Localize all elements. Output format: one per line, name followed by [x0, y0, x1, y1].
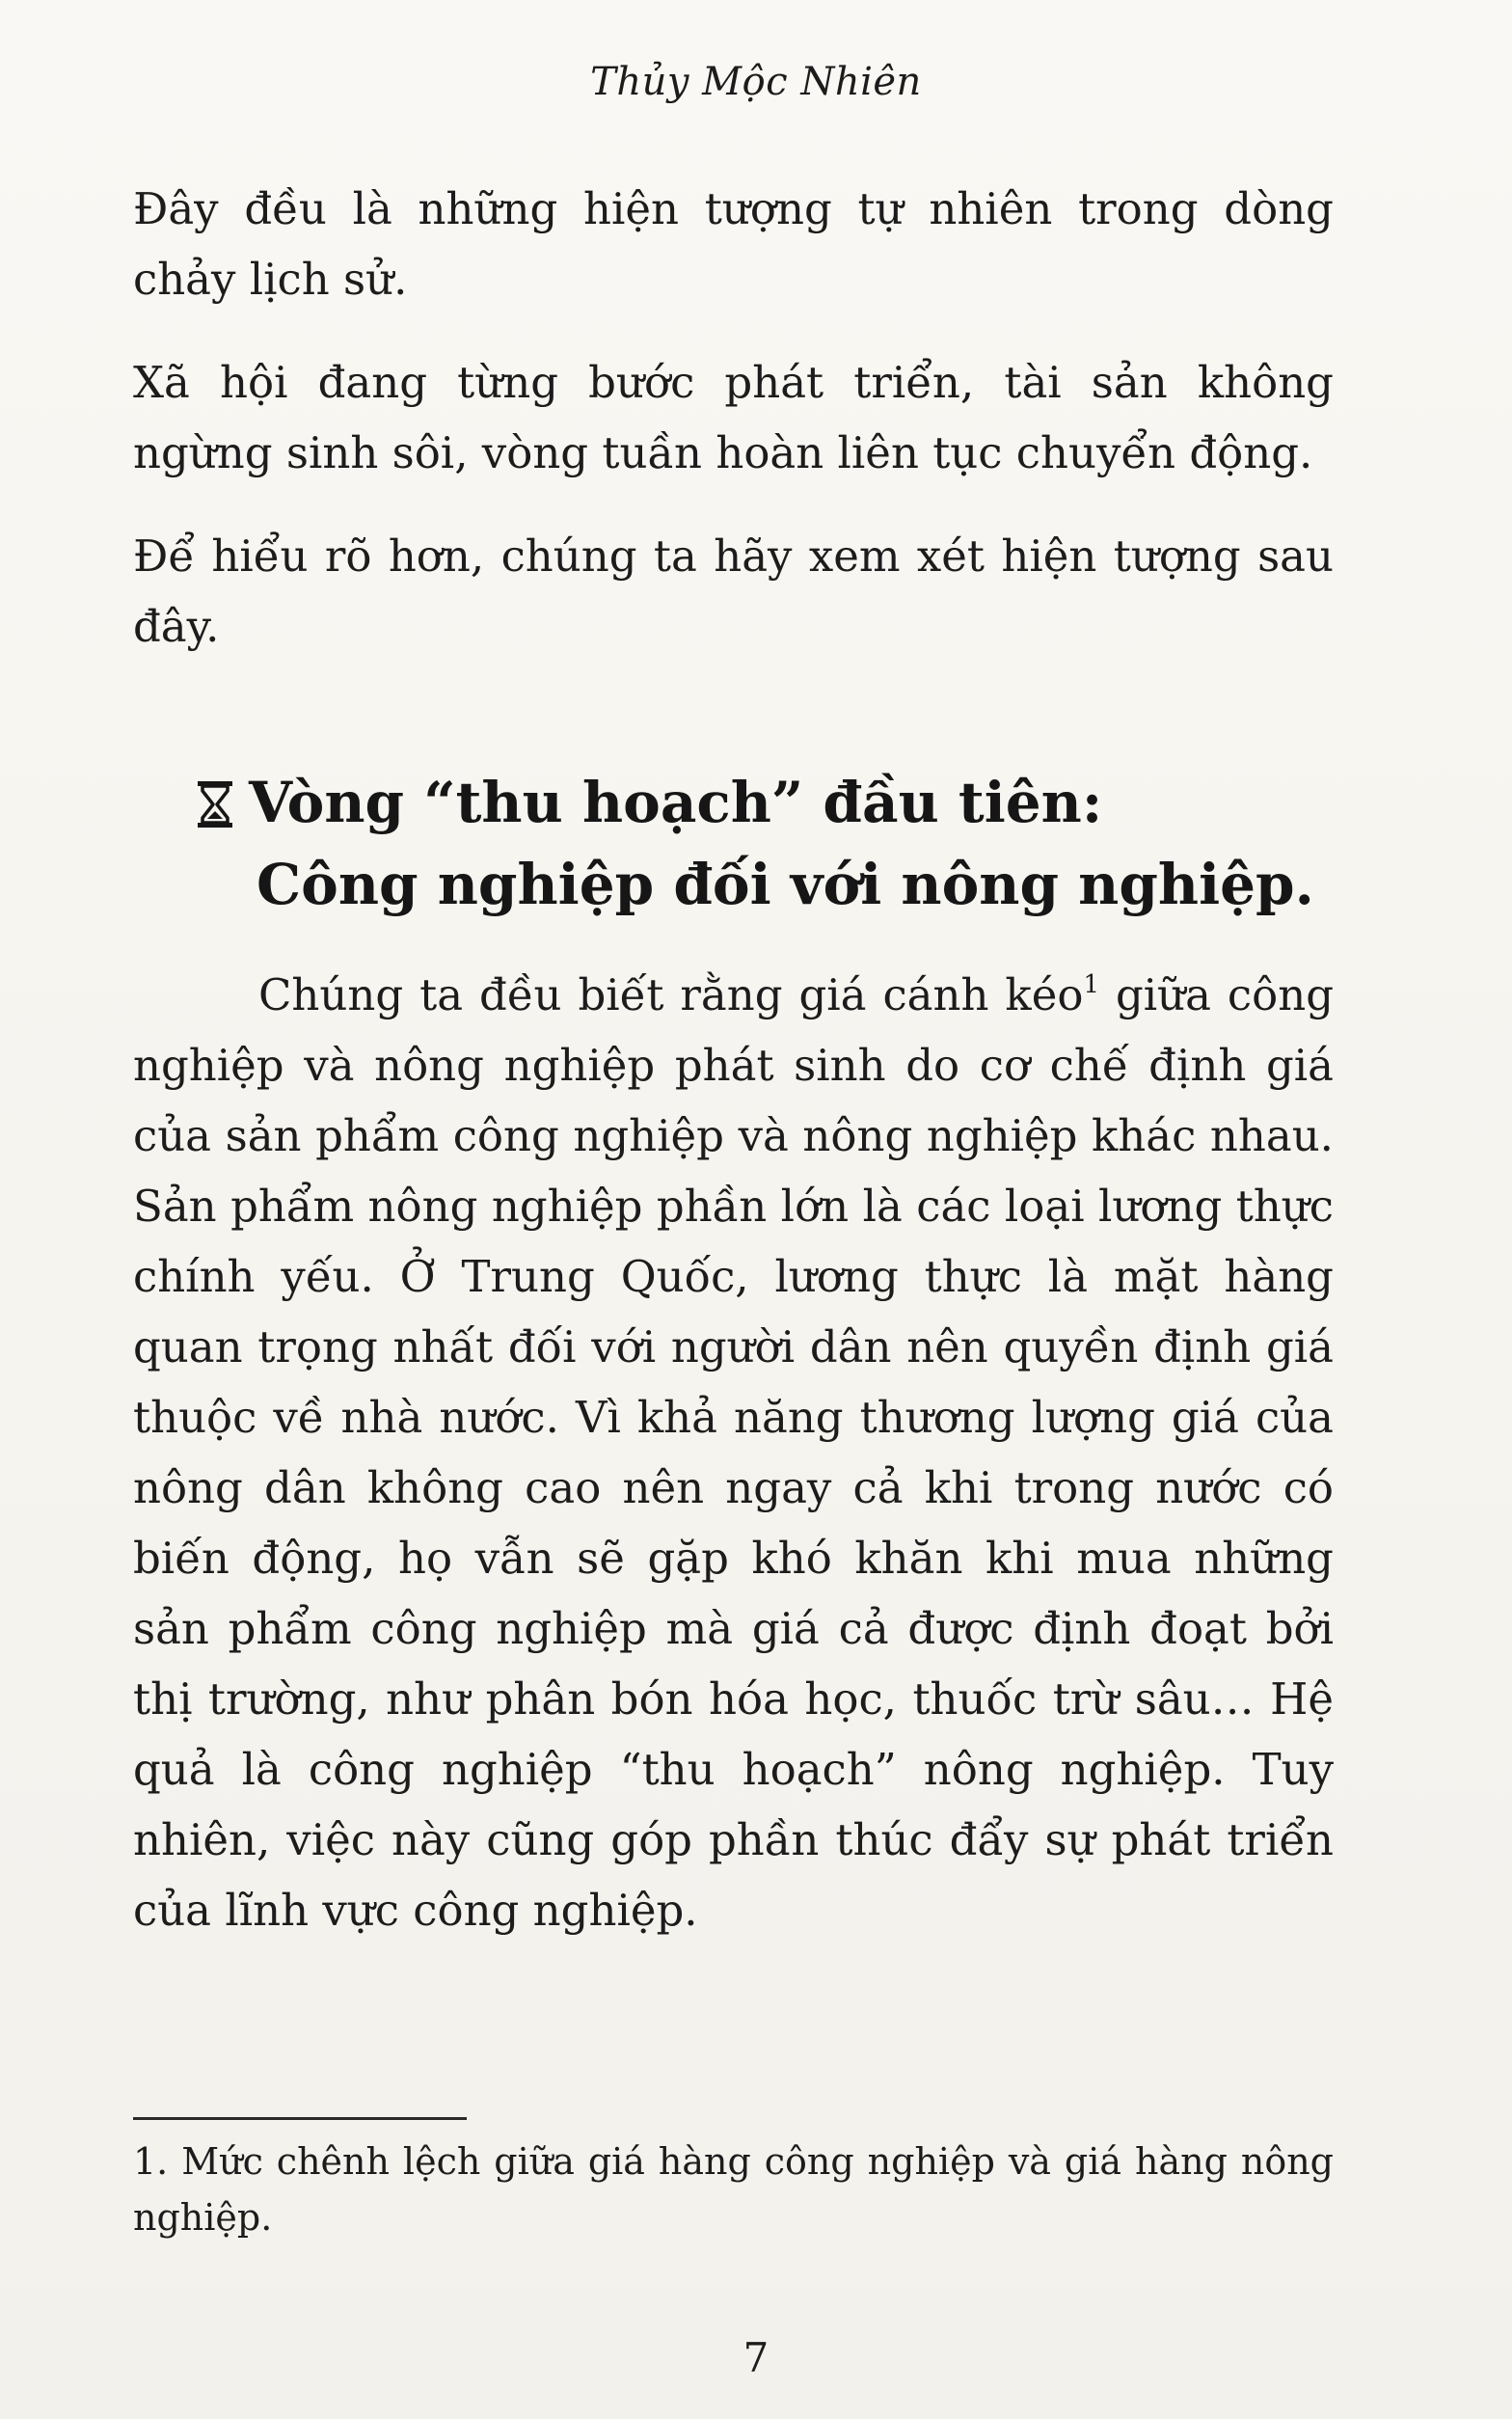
footnote-text: 1. Mức chênh lệch giữa giá hàng công nghiệp và giá hàng nông nghiệp. — [133, 2140, 1334, 2239]
footnote-divider — [133, 2117, 467, 2120]
page-number: 7 — [742, 2334, 770, 2381]
section-heading-line-1-text: Vòng “thu hoạch” đầu tiên: — [249, 770, 1103, 835]
paragraph-3: Để hiểu rõ hơn, chúng ta hãy xem xét hiện tượng sau đây. — [133, 530, 1334, 652]
section-heading-line-1 — [133, 762, 1334, 844]
running-head-author: Thủy Mộc Nhiên — [590, 60, 922, 104]
hourglass-icon — [195, 779, 235, 829]
section-heading — [133, 762, 1334, 926]
footnote-reference: 1 — [1083, 970, 1099, 999]
paragraph-4-start: Chúng ta đều biết rằng giá cánh kéo — [258, 969, 1084, 1020]
paragraph-1: Đây đều là những hiện tượng tự nhiên trong dòng chảy lịch sử. — [133, 183, 1334, 305]
paragraph-2: Xã hội đang từng bước phát triển, tài sản không ngừng sinh sôi, vòng tuần hoàn liên tục chuyển động. — [133, 357, 1334, 478]
section-heading-line-2: Công nghiệp đối với nông nghiệp. — [256, 852, 1314, 917]
paragraph-4 — [133, 960, 1334, 1945]
paragraph-4-rest: giữa công nghiệp và nông nghiệp phát sinh do cơ chế định giá của sản phẩm công nghiệp và nông nghiệp khác nhau. Sản phẩm nông nghiệp phần lớn là các loại lương thực chính yếu. Ở Trung Quốc, lương thực là mặt hàng quan trọng nhất đối với người dân nên quyền định giá thuộc về nhà nước. Vì khả năng thương lượng giá của nông dân không cao nên ngay cả khi trong nước có biến động, họ vẫn sẽ gặp khó khăn khi mua những sản phẩm công nghiệp mà giá cả được định đoạt bởi thị trường, như phân bón hóa học, thuốc trừ sâu… Hệ quả là công nghiệp “thu hoạch” nông nghiệp. Tuy nhiên, việc này cũng góp phần thúc đẩy sự phát triển của lĩnh vực công nghiệp. — [133, 969, 1335, 1936]
